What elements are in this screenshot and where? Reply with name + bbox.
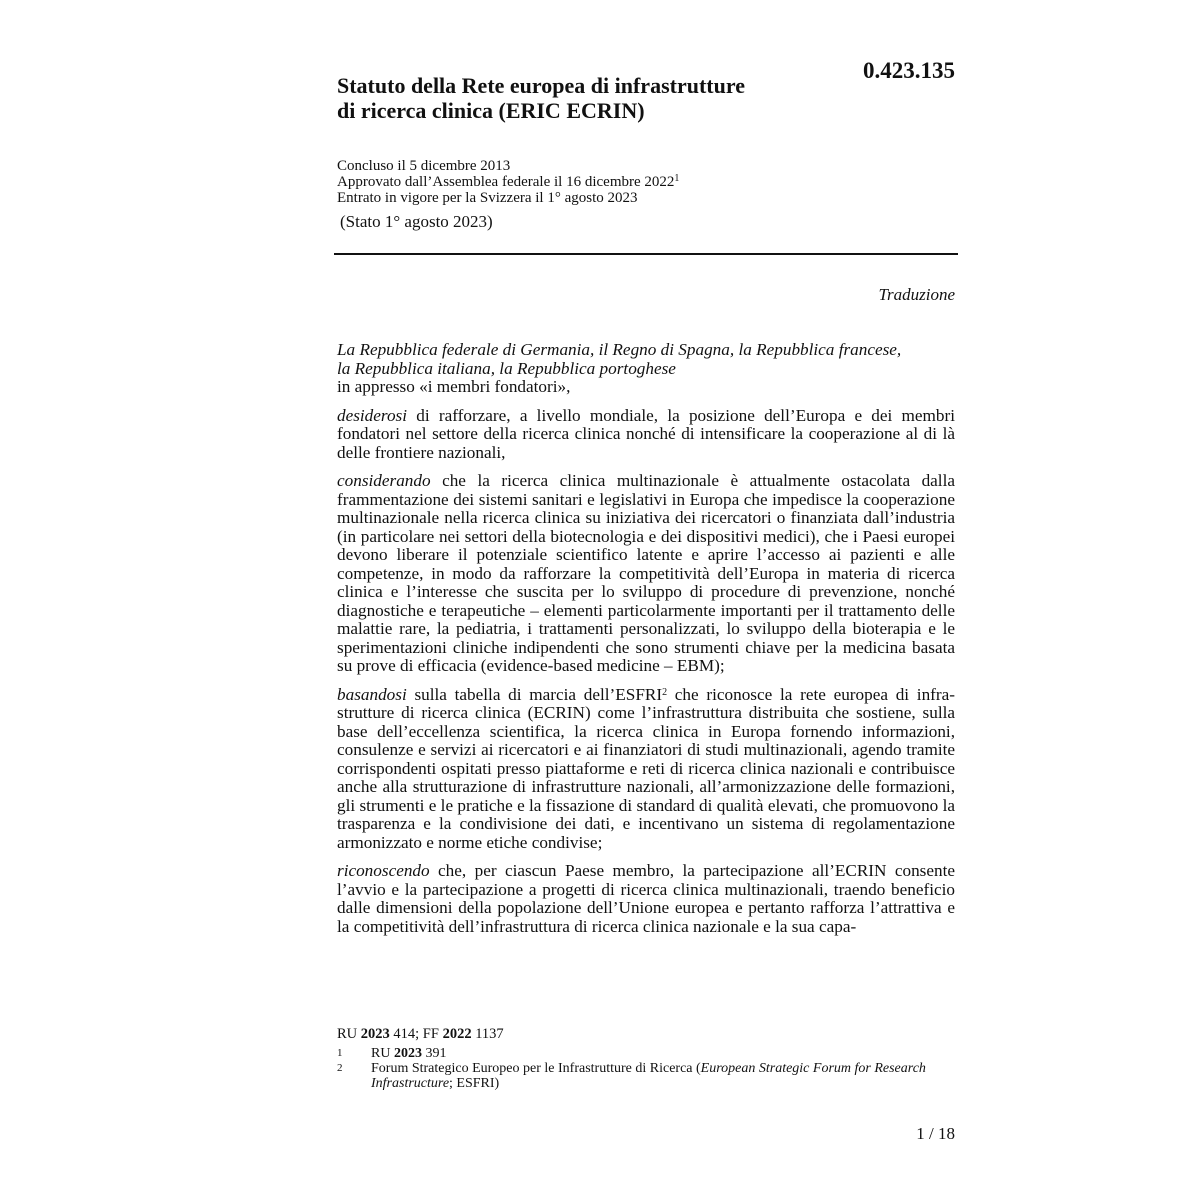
sr-number: 0.423.135	[863, 58, 955, 83]
founding-parties	[337, 341, 955, 397]
paragraph-text: che riconosce la rete europea di infrastrutture di ricerca clinica (ECRIN) come l’infrastruttura distribuita che sostiene, sulla base dell’eccellenza scientifica, la ricerca clinica in Europa fornendo informazioni, consulenze e servizi ai ricercatori e ai finanziatori di studi multinazionali, agendo tramite corrispondenti ospitati presso piattaforme e reti di ricerca clinica nazionali e contribuisce anche alla strutturazione di infrastrutture nazionali, all’armonizzazione delle formazioni, gli strumenti e le pratiche e la fissazione di standard di qualità elevati, che promuovono la trasparenza e la condivisione dei dati, e incentivano un sistema di regolamentazione armonizzato e norme etiche condivise;	[337, 684, 955, 852]
ru-reference: RU 2023 414; FF 2022 1137	[337, 1026, 504, 1042]
footnote-1	[337, 1046, 937, 1061]
footnote-2	[337, 1061, 937, 1091]
footnote-text: Forum Strategico Europeo per le Infrastrutture di Ricerca (European Strategic Forum for Research Infrastructure; ESFRI)	[371, 1061, 926, 1091]
paragraph-lead: considerando	[337, 471, 431, 490]
preamble	[337, 341, 955, 946]
header-divider	[334, 253, 958, 255]
paragraph-text: che, per ciascun Paese membro, la partecipazione all’ECRIN consente l’avvio e la partecipazione a progetti di ricerca clinica multinazionali, traendo beneficio dalle dimensioni della popolazione dell’Unione europea e pertanto rafforza l’attrattiva e la competitività dell’infrastruttura di ricerca clinica nazionale e la sua capa-	[337, 861, 955, 936]
paragraph-lead: riconoscendo	[337, 861, 430, 880]
footnote-ref-2[interactable]: 2	[662, 686, 668, 698]
footnote-text: RU 2023 391	[371, 1046, 447, 1061]
footnote-number: 1	[337, 1047, 343, 1059]
paragraph-text: di rafforzare, a livello mondiale, la posizione dell’Europa e dei membri fondatori nel settore della ricerca clinica nonché di intensificare la cooperazione al di là delle frontiere nazionali,	[337, 405, 955, 462]
preamble-paragraph	[337, 686, 955, 853]
title-line-2: di ricerca clinica (ERIC ECRIN)	[337, 98, 645, 123]
appresso-line: in appresso «i membri fondatori»,	[337, 377, 571, 396]
preamble-paragraph	[337, 862, 955, 936]
concluso-date: Concluso il 5 dicembre 2013	[337, 158, 511, 174]
preamble-paragraph	[337, 407, 955, 463]
document-metadata	[337, 158, 897, 232]
approvato-date: Approvato dall’Assemblea federale il 16 dicembre 2022	[337, 174, 675, 190]
entrato-date: Entrato in vigore per la Svizzera il 1° agosto 2023	[337, 190, 638, 206]
footnotes	[337, 1027, 937, 1091]
translation-label: Traduzione	[878, 285, 955, 304]
stato-date: (Stato 1° agosto 2023)	[340, 212, 493, 231]
paragraph-lead: desiderosi	[337, 405, 408, 425]
paragraph-lead: basandosi	[337, 684, 407, 704]
paragraph-text: che la ricerca clinica multinazionale è attualmente ostacolata dalla frammentazione dei sistemi sanitari e legislativi in Europa che impedisce la cooperazione multinazionale nella ricerca clinica su iniziativa dei ricercatori o finanziata dall’industria (in particolare nei settori della biotecnologia e dei dispositivi medici), che i Paesi europei devono liberare il potenziale scientifico latente e aprire l’accesso ai pazienti e alle competenze, in modo da rafforzare la competitività dell’Europa in materia di ricerca clinica e l’interesse che suscita per lo sviluppo di procedure di prevenzione, nonché diagnostiche e terapeutiche – elementi particolarmente importanti per il trattamento delle malattie rare, la pediatria, i trattamenti personalizzati, lo sviluppo della bioterapia e le sperimentazioni cliniche indipendenti che sono strumenti chiave per la medicina basata su prove di efficacia (evidence-based medicine – EBM);	[337, 471, 955, 675]
paragraph-text: sulla tabella di marcia dell’ESFRI	[406, 684, 663, 704]
footnote-number: 2	[337, 1062, 343, 1074]
preamble-paragraph	[337, 472, 955, 676]
approvato-line	[337, 174, 897, 190]
page-number: 1 / 18	[916, 1124, 955, 1143]
document-title	[337, 73, 817, 123]
parties-line-2: la Repubblica italiana, la Repubblica portoghese	[337, 358, 676, 378]
title-line-1: Statuto della Rete europea di infrastrutture	[337, 73, 745, 98]
parties-line-1: La Repubblica federale di Germania, il Regno di Spagna, la Repubblica francese,	[337, 340, 902, 359]
footnote-ref-1[interactable]: 1	[674, 173, 680, 184]
